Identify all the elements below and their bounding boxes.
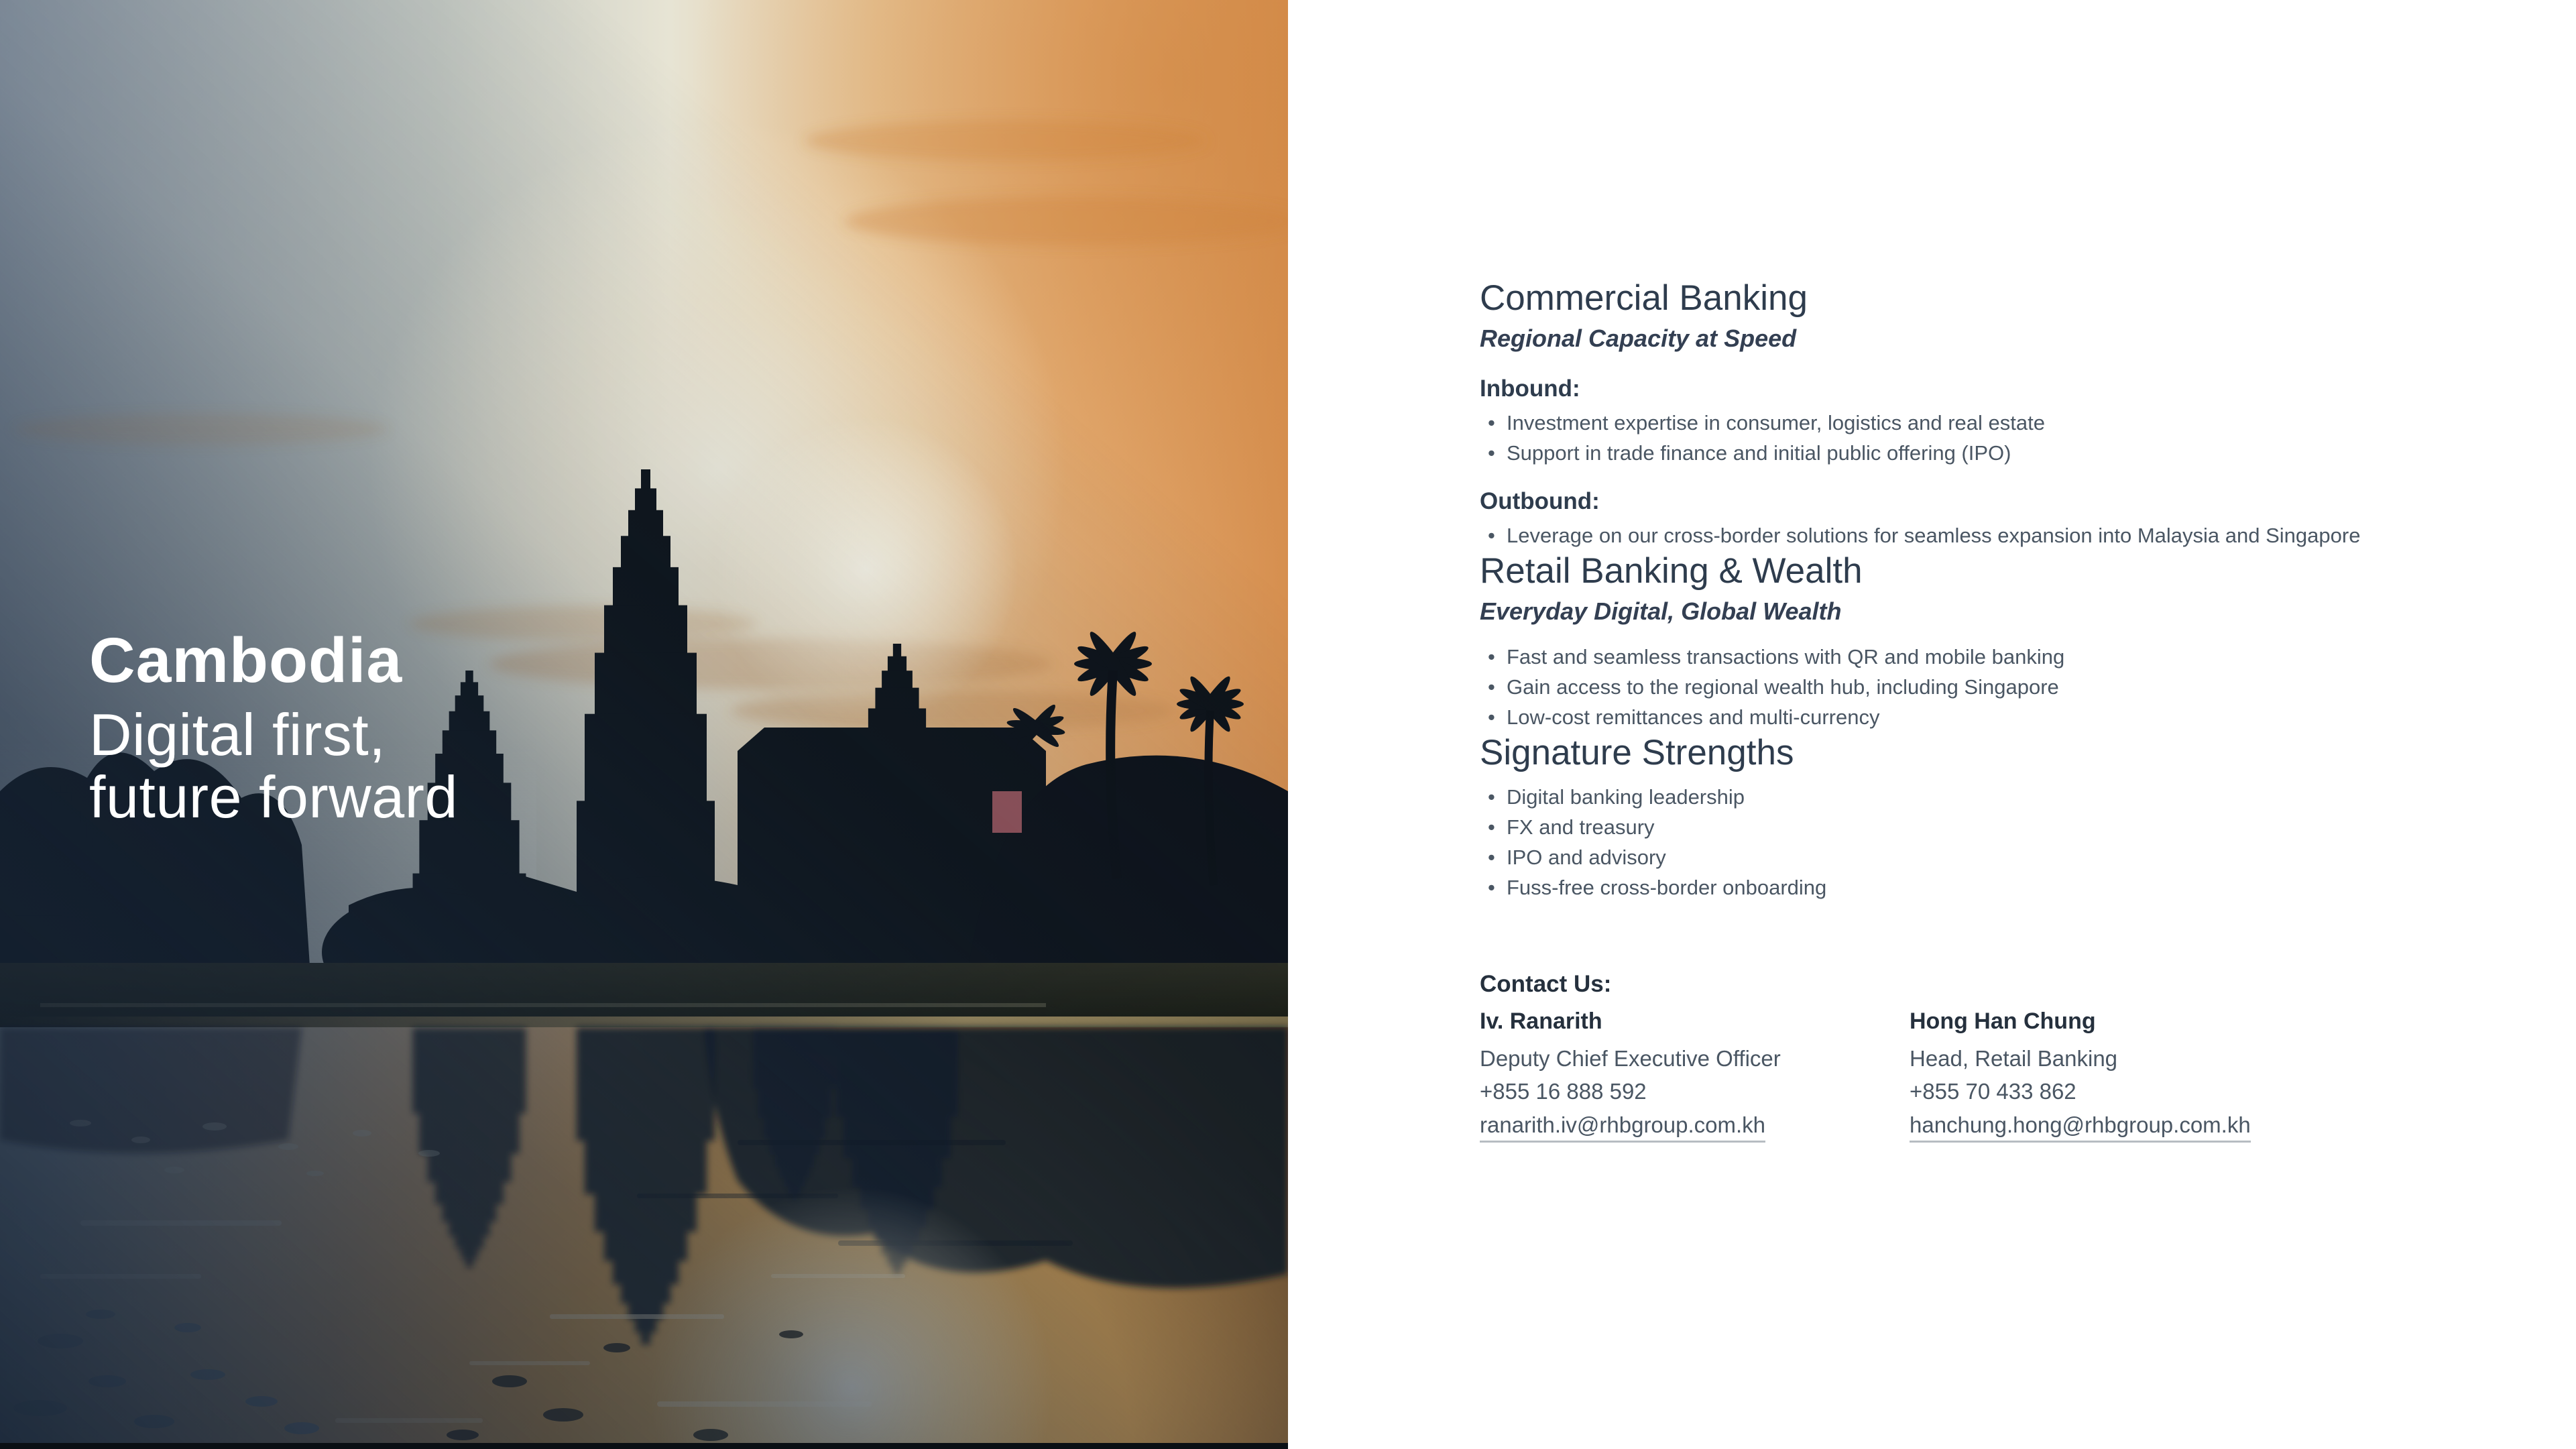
- contact-section: [1480, 970, 2506, 1143]
- bullet-item: • FX and treasury: [1480, 812, 2506, 842]
- hero-tagline-line-2: future forward: [89, 764, 458, 831]
- content-column: [1480, 0, 2506, 1143]
- hero-tagline-line-1: Digital first,: [89, 701, 386, 768]
- contact-card-1: [1480, 1007, 1910, 1143]
- hero-tagline: [89, 703, 458, 829]
- bullet-item: • Investment expertise in consumer, logistics and real estate: [1480, 408, 2506, 438]
- person-role: Head, Retail Banking: [1910, 1046, 2118, 1071]
- inbound-label: Inbound:: [1480, 375, 1580, 402]
- contact-row: [1480, 1007, 2506, 1143]
- email-link[interactable]: ranarith.iv@rhbgroup.com.kh: [1480, 1112, 1765, 1143]
- person-name: Hong Han Chung: [1910, 1008, 2096, 1034]
- retail-bullet-list: [1480, 642, 2506, 732]
- outbound-bullet-list: [1480, 520, 2506, 550]
- contact-card-2: [1910, 1007, 2251, 1143]
- person-phone: +855 16 888 592: [1480, 1079, 1647, 1104]
- person-name: Iv. Ranarith: [1480, 1008, 1602, 1034]
- inbound-bullet-list: [1480, 408, 2506, 468]
- section-title-commercial-banking: Commercial Banking: [1480, 278, 1808, 318]
- bullet-item: • Gain access to the regional wealth hub, including Singapore: [1480, 672, 2506, 702]
- bullet-item: • IPO and advisory: [1480, 842, 2506, 872]
- bullet-item: • Fuss-free cross-border onboarding: [1480, 872, 2506, 903]
- person-phone: +855 70 433 862: [1910, 1079, 2076, 1104]
- bullet-item: • Support in trade finance and initial public offering (IPO): [1480, 438, 2506, 468]
- bottom-bar: [0, 1443, 1288, 1449]
- section-title-retail-banking: Retail Banking & Wealth: [1480, 551, 1863, 591]
- country-title: Cambodia: [89, 625, 403, 696]
- bullet-item: • Digital banking leadership: [1480, 782, 2506, 812]
- bullet-item: • Low-cost remittances and multi-currency: [1480, 702, 2506, 732]
- bullet-item: • Leverage on our cross-border solutions for seamless expansion into Malaysia and Singapore: [1480, 520, 2506, 550]
- email-link[interactable]: hanchung.hong@rhbgroup.com.kh: [1910, 1112, 2251, 1143]
- hero-text-block: [89, 625, 458, 831]
- commercial-tagline: Regional Capacity at Speed: [1480, 325, 1797, 352]
- outbound-label: Outbound:: [1480, 488, 1600, 514]
- section-title-signature-strengths: Signature Strengths: [1480, 733, 1794, 772]
- strengths-bullet-list: [1480, 782, 2506, 903]
- retail-tagline: Everyday Digital, Global Wealth: [1480, 597, 1842, 625]
- person-role: Deputy Chief Executive Officer: [1480, 1046, 1781, 1071]
- contact-heading: Contact Us:: [1480, 971, 1612, 997]
- bullet-item: • Fast and seamless transactions with QR and mobile banking: [1480, 642, 2506, 672]
